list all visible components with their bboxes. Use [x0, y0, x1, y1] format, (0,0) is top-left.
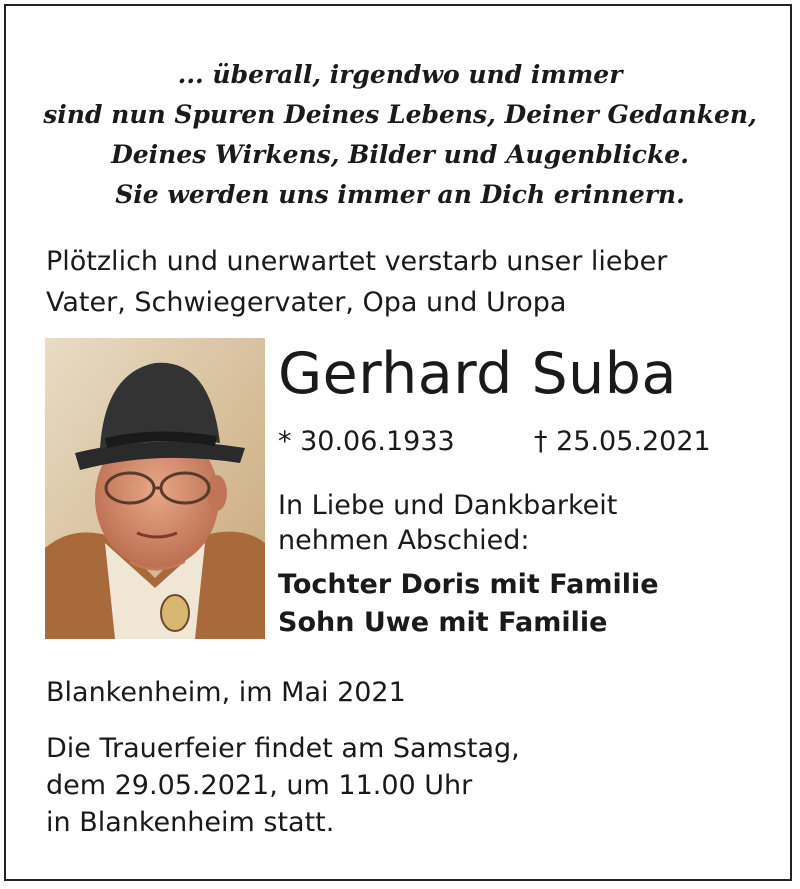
farewell-text: [278, 488, 617, 558]
mourners-list: [278, 566, 659, 642]
portrait-photo: [45, 338, 265, 639]
verse-line: Deines Wirkens, Bilder und Augenblicke.: [111, 140, 689, 169]
verse-line: sind nun Spuren Deines Lebens, Deiner Gedanken,: [43, 100, 757, 129]
place-date: Blankenheim, im Mai 2021: [46, 677, 406, 708]
mourner-entry: Tochter Doris mit Familie: [278, 569, 659, 600]
death-date: † 25.05.2021: [534, 426, 711, 457]
verse-line: ... überall, irgendwo und immer: [177, 60, 623, 89]
mourner-entry: Sohn Uwe mit Familie: [278, 607, 608, 638]
life-dates: [278, 422, 711, 462]
memorial-verse: [0, 55, 800, 215]
verse-line: Sie werden uns immer an Dich erinnern.: [115, 180, 685, 209]
birth-date: * 30.06.1933: [278, 426, 455, 457]
announcement-text: [46, 241, 667, 323]
announcement-line: Vater, Schwiegervater, Opa und Uropa: [46, 287, 567, 318]
service-info: [46, 730, 520, 841]
farewell-line: nehmen Abschied:: [278, 525, 530, 556]
farewell-line: In Liebe und Dankbarkeit: [278, 490, 618, 521]
service-line: dem 29.05.2021, um 11.00 Uhr: [46, 770, 473, 801]
service-line: in Blankenheim statt.: [46, 807, 335, 838]
service-line: Die Trauerfeier findet am Samstag,: [46, 733, 520, 764]
deceased-name: Gerhard Suba: [278, 341, 677, 407]
announcement-line: Plötzlich und unerwartet verstarb unser lieber: [46, 246, 668, 277]
